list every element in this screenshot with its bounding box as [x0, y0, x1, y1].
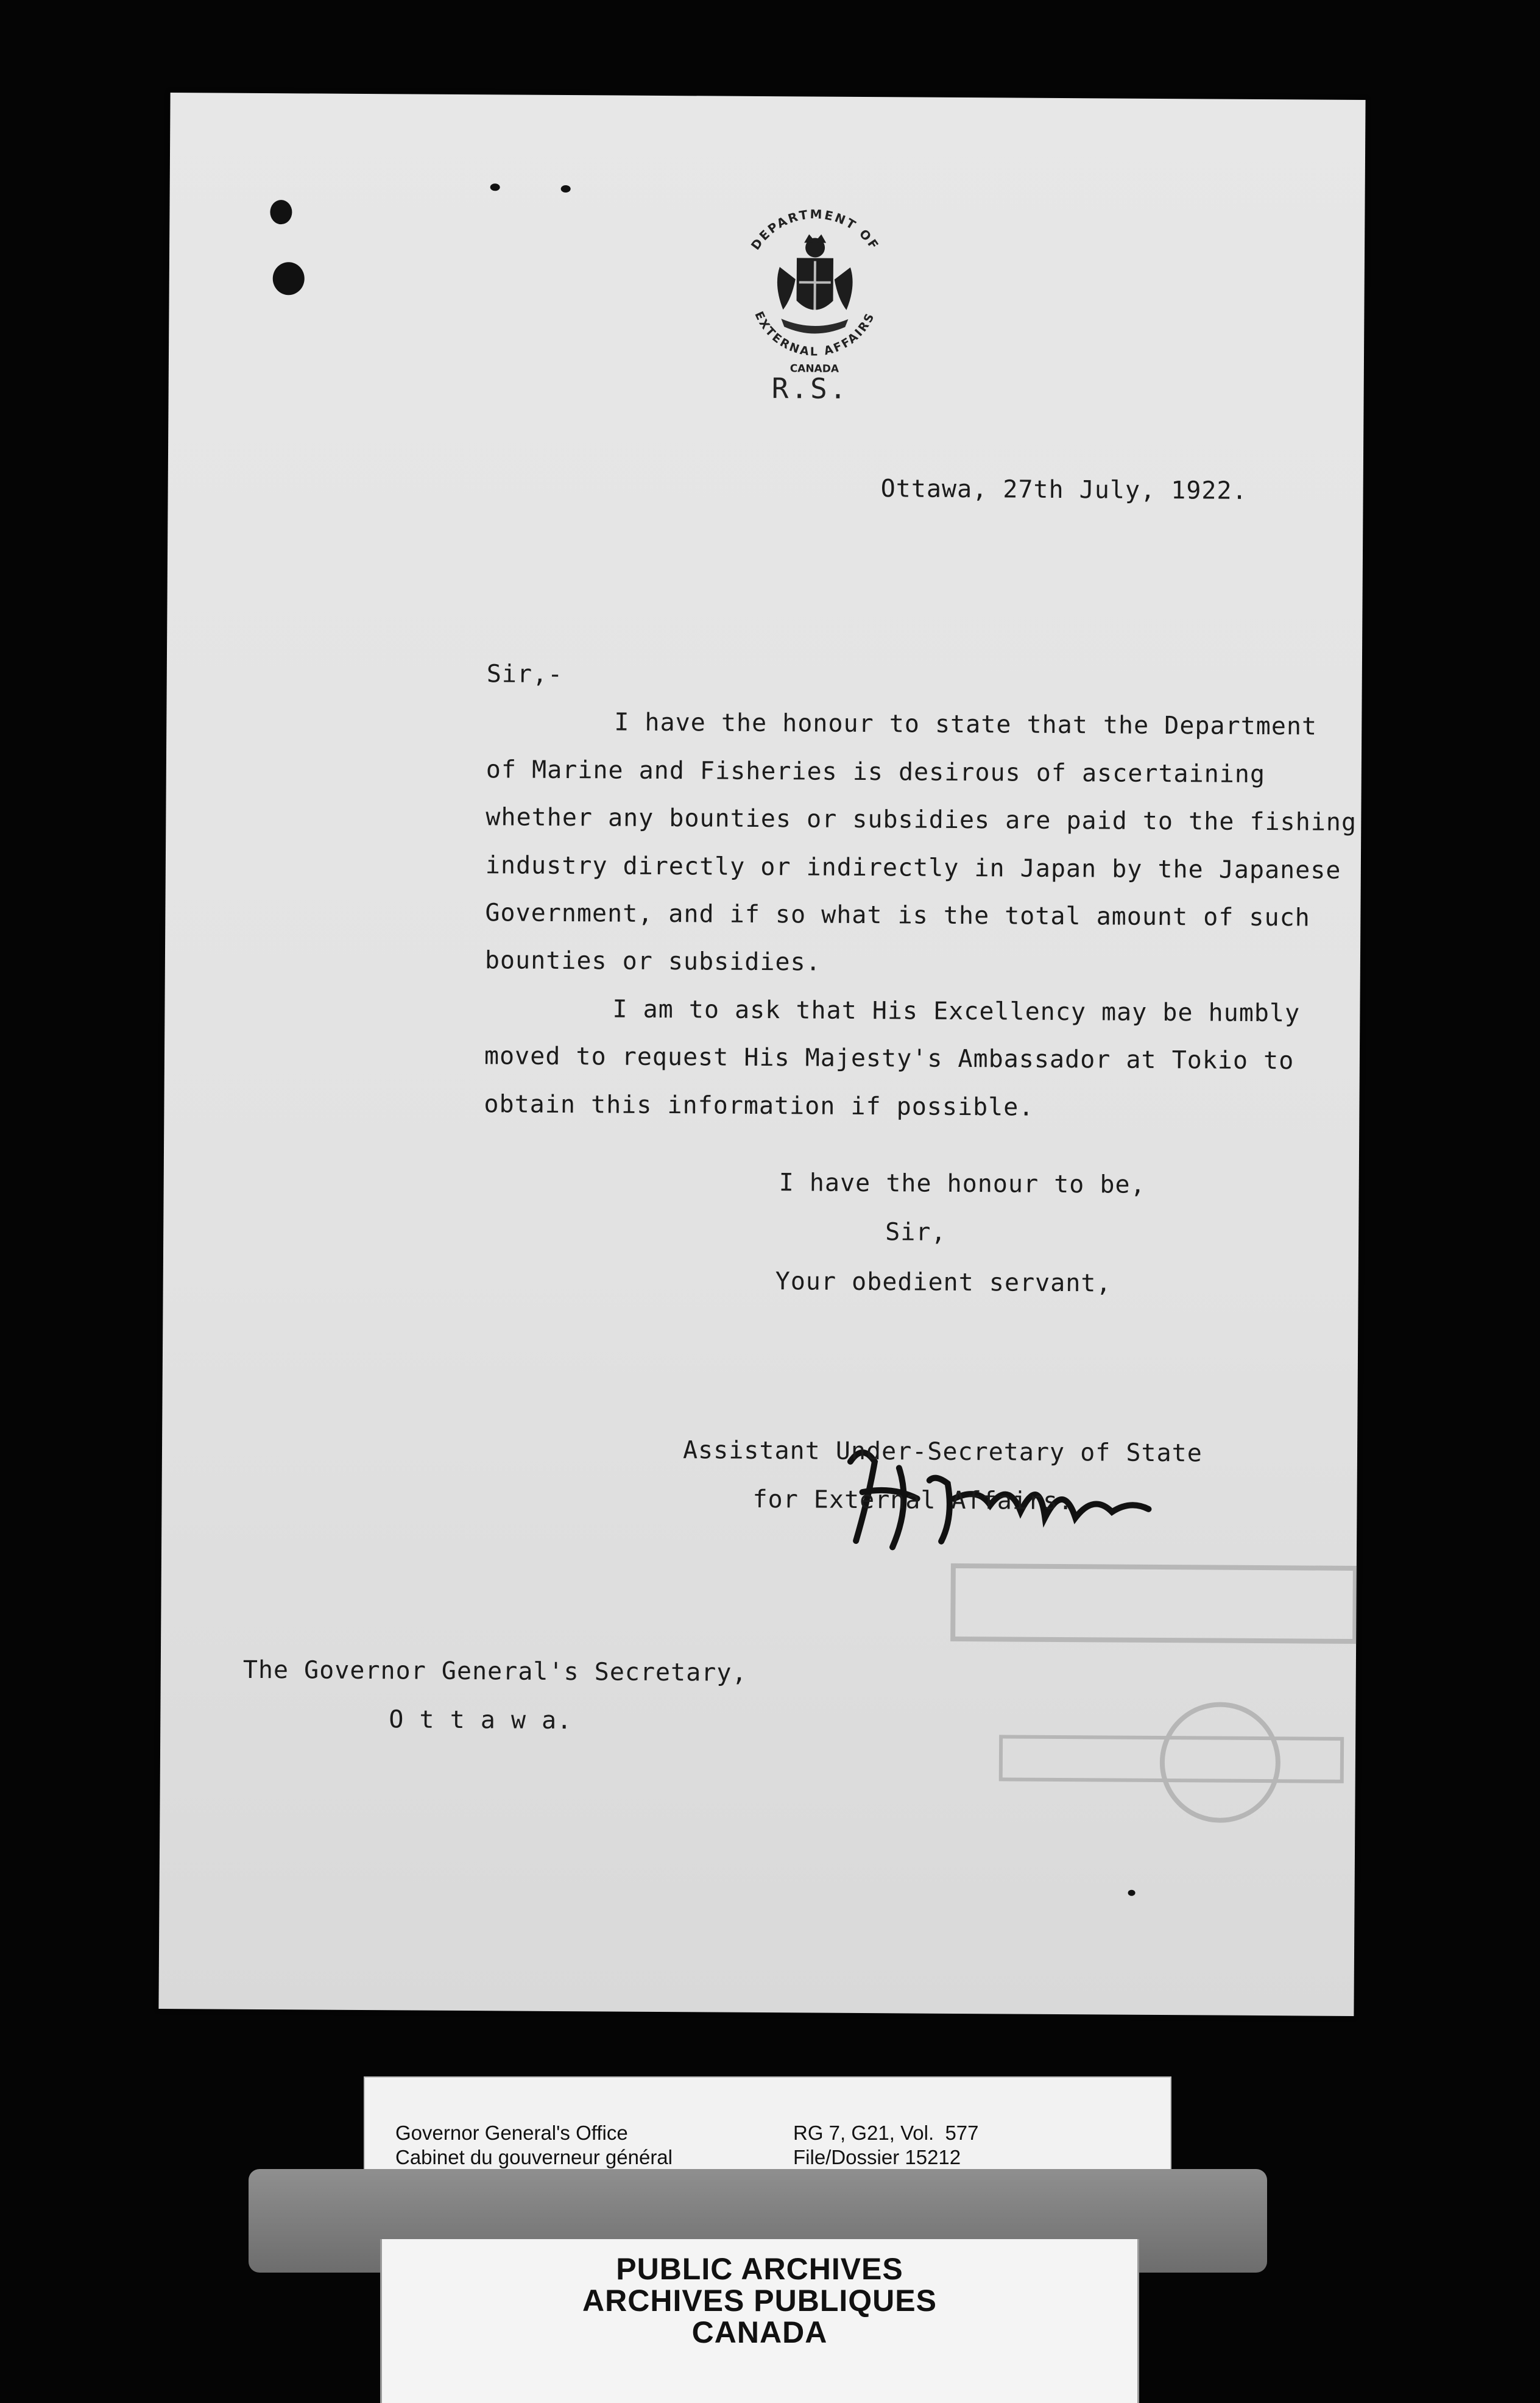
stamp-line-en: PUBLIC ARCHIVES [616, 2252, 903, 2286]
signatory-title: for External Affairs. [752, 1485, 1074, 1516]
paragraph-line: Government, and if so what is the total amount of such [485, 899, 1310, 932]
punch-mark [270, 200, 292, 224]
seal-text-country: CANADA [789, 363, 839, 375]
addressee-line: The Governor General's Secretary, [242, 1655, 747, 1687]
ink-mark [1128, 1890, 1136, 1896]
closing-line: Your obedient servant, [775, 1267, 1112, 1298]
letterhead-initials: R.S. [771, 372, 849, 405]
salutation: Sir,- [486, 660, 563, 688]
paragraph-line: whether any bounties or subsidies are paid to the fishing [486, 803, 1357, 837]
paragraph-line: I have the honour to state that the Department [614, 708, 1318, 741]
paragraph-line: of Marine and Fisheries is desirous of ascertaining [486, 756, 1266, 789]
ink-mark [561, 185, 571, 193]
addressee-line: O t t a w a. [389, 1705, 573, 1735]
faint-stamp-impression [939, 1554, 1368, 1836]
paragraph-line: obtain this information if possible. [484, 1090, 1034, 1122]
department-seal-emblem [723, 194, 907, 378]
label-reference: RG 7, G21, Vol. 577 [793, 2122, 979, 2144]
closing-line: Sir, [885, 1218, 947, 1247]
paragraph-line: bounties or subsidies. [484, 946, 821, 977]
label-office-fr: Cabinet du gouverneur général [395, 2146, 673, 2168]
seal-text-top: DEPARTMENT OF [747, 207, 883, 253]
ink-mark [490, 183, 500, 191]
signatory-title: Assistant Under-Secretary of State [682, 1436, 1203, 1468]
stamp-line-country: CANADA [691, 2315, 828, 2349]
stamp-line-fr: ARCHIVES PUBLIQUES [582, 2284, 937, 2318]
seal-text-bottom: EXTERNAL AFFAIRS [752, 309, 878, 359]
closing-line: I have the honour to be, [779, 1169, 1146, 1199]
paragraph-line: I am to ask that His Excellency may be humbly [612, 995, 1301, 1028]
svg-text:EXTERNAL AFFAIRS [752, 310, 878, 359]
paragraph-line: industry directly or indirectly in Japan by the Japanese [485, 851, 1341, 885]
punch-hole [273, 262, 305, 295]
letter-page [158, 93, 1365, 2016]
label-office-en: Governor General's Office [395, 2122, 628, 2144]
archive-stamp [380, 2239, 1139, 2403]
label-file-number: File/Dossier 15212 [793, 2146, 961, 2168]
paragraph-line: moved to request His Majesty's Ambassador at Tokio to [484, 1042, 1295, 1075]
date-line: Ottawa, 27th July, 1922. [880, 475, 1248, 505]
